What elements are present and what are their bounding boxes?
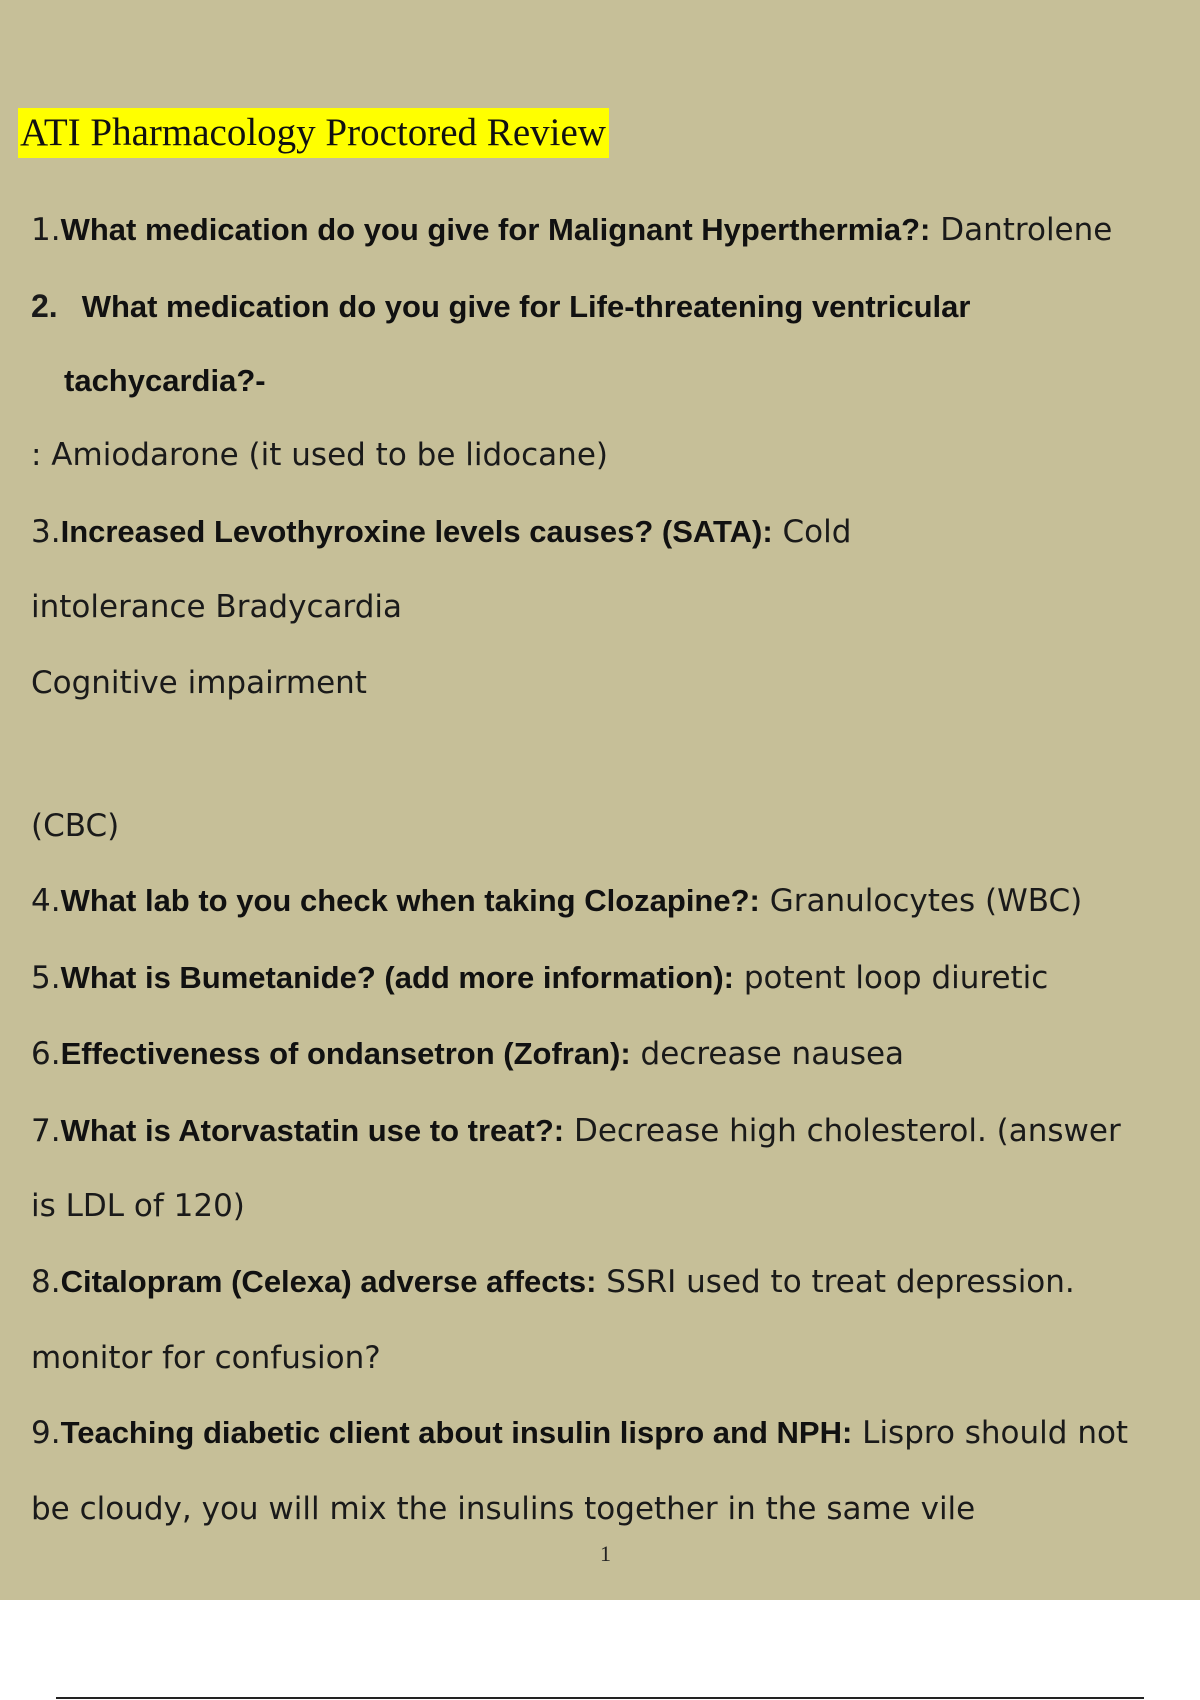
answer-text: Dantrolene (930, 212, 1113, 248)
item-number: 2. (31, 288, 58, 324)
answer-text: SSRI used to treat depression. (596, 1264, 1075, 1300)
list-item-9 (31, 1413, 1128, 1453)
answer-text: intolerance Bradycardia (31, 589, 402, 625)
page-number: 1 (600, 1541, 611, 1566)
answer-line (31, 1338, 381, 1378)
item-number: 8. (31, 1264, 61, 1300)
question-continuation (64, 361, 266, 401)
answer-text: be cloudy, you will mix the insulins together in the same vile (31, 1491, 976, 1527)
answer-line (31, 587, 402, 627)
answer-text: potent loop diuretic (733, 960, 1049, 996)
question-text: Effectiveness of ondansetron (Zofran): (60, 1036, 631, 1071)
list-item-7 (31, 1111, 1121, 1151)
item-number: 1. (31, 212, 61, 248)
question-text: Citalopram (Celexa) adverse affects: (60, 1264, 597, 1299)
answer-line (31, 663, 367, 703)
question-text: tachycardia?- (64, 363, 266, 398)
answer-line (31, 1186, 245, 1226)
question-text: Teaching diabetic client about insulin lispro and NPH: (60, 1415, 853, 1450)
answer-text: Cold (772, 514, 852, 550)
list-item-2 (31, 286, 970, 326)
list-item-4 (31, 881, 1082, 921)
list-item-5 (31, 958, 1048, 998)
document-title: ATI Pharmacology Proctored Review (18, 108, 609, 158)
list-item-3 (31, 512, 851, 552)
answer-text: Decrease high cholesterol. (answer (564, 1113, 1121, 1149)
question-text: What is Bumetanide? (add more information): (60, 960, 734, 995)
list-item-1 (31, 210, 1112, 250)
answer-text: Cognitive impairment (31, 665, 367, 701)
answer-text: (CBC) (31, 808, 120, 844)
question-text: What is Atorvastatin use to treat?: (60, 1113, 565, 1148)
answer-text: Granulocytes (WBC) (759, 883, 1083, 919)
answer-text: decrease nausea (630, 1036, 905, 1072)
question-text: What medication do you give for Life-threatening ventricular (81, 289, 971, 324)
answer-line (31, 1489, 975, 1529)
answer-line (31, 435, 608, 475)
answer-text: Lispro should not (852, 1415, 1129, 1451)
item-number: 3. (31, 514, 61, 550)
footer-divider (56, 1697, 1144, 1699)
item-number: 5. (31, 960, 61, 996)
question-text: What lab to you check when taking Clozapine?: (60, 883, 760, 918)
item-number: 4. (31, 883, 61, 919)
answer-text: is LDL of 120) (31, 1188, 245, 1224)
question-text: What medication do you give for Malignant Hyperthermia?: (60, 212, 931, 247)
item-number: 7. (31, 1113, 61, 1149)
answer-text: : Amiodarone (it used to be lidocane) (31, 437, 608, 473)
item-number: 6. (31, 1036, 61, 1072)
list-item-6 (31, 1034, 904, 1074)
item-number: 9. (31, 1415, 61, 1451)
list-item-8 (31, 1262, 1075, 1302)
answer-line (31, 806, 119, 846)
answer-text: monitor for confusion? (31, 1340, 381, 1376)
question-text: Increased Levothyroxine levels causes? (SATA): (60, 514, 773, 549)
